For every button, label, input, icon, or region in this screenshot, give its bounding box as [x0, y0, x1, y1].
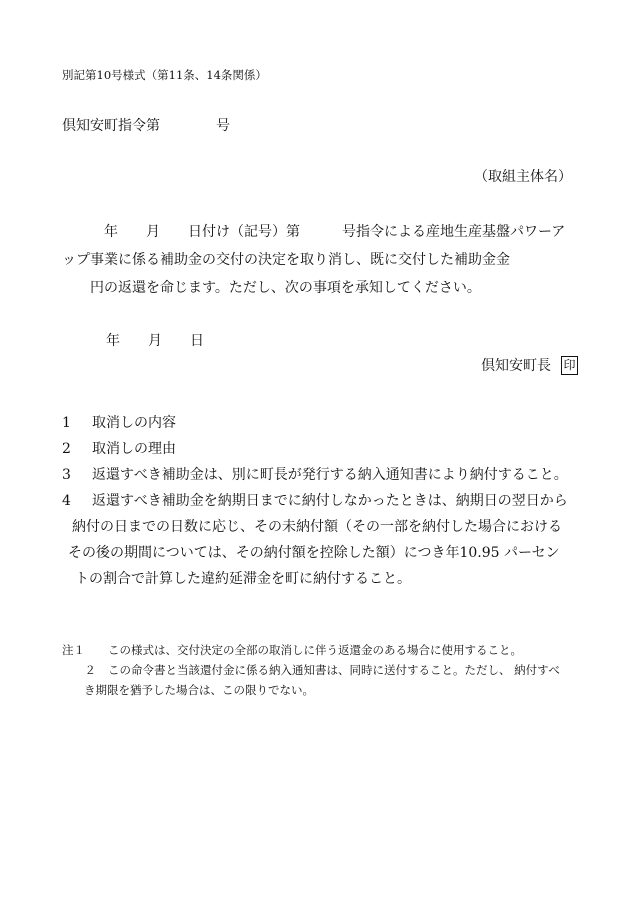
item-number: 1 — [62, 415, 71, 431]
note-text — [84, 660, 582, 700]
body-paragraph — [62, 218, 580, 302]
item-text — [68, 488, 582, 592]
note-number: 注１ — [62, 643, 85, 657]
list-item — [62, 462, 582, 488]
note-number: ２ — [84, 663, 96, 677]
items-list — [62, 410, 582, 592]
item-line: 返還すべき補助金を納期日までに納付しなかったときは、納期日の翌日から — [92, 493, 568, 509]
item-line: 納付の日までの日数に応じ、その未納付額（その一部を納付した場合における — [72, 519, 562, 535]
item-number: 2 — [62, 441, 71, 457]
body-line: 年 月 日付け（記号）第 号指令による産地生産基盤パワーア — [62, 224, 566, 240]
item-number: 3 — [62, 467, 71, 483]
order-number: 倶知安町指令第 号 — [62, 118, 230, 134]
entity-name: （取組主体名） — [474, 169, 572, 185]
item-line: 返還すべき補助金は、別に町長が発行する納入通知書により納付すること。 — [92, 467, 568, 483]
date-line: 年 月 日 — [106, 333, 204, 349]
item-number: 4 — [62, 493, 71, 509]
item-line: その後の期間については、その納付額を控除した額）につき年10.95 パーセン — [68, 545, 560, 561]
note-text — [108, 640, 582, 660]
note-line: き期限を猶予した場合は、この限りでない。 — [84, 683, 314, 697]
body-line: ップ事業に係る補助金の交付の決定を取り消し、既に交付した補助金金 — [62, 252, 510, 268]
mayor-signature — [481, 355, 578, 375]
note-line: この様式は、交付決定の全部の取消しに伴う返還金のある場合に使用すること。 — [108, 643, 522, 657]
notes-section — [62, 640, 582, 700]
note-item — [62, 660, 582, 700]
item-text — [92, 462, 582, 488]
body-line: 円の返還を命じます。ただし、次の事項を承知してください。 — [62, 280, 481, 296]
item-text — [92, 436, 582, 462]
item-line: 取消しの内容 — [92, 415, 176, 431]
item-text — [92, 410, 582, 436]
list-item — [62, 488, 582, 592]
note-item — [62, 640, 582, 660]
item-line: 取消しの理由 — [92, 441, 176, 457]
mayor-title: 倶知安町長 — [481, 358, 551, 374]
note-line: この命令書と当該還付金に係る納入通知書は、同時に送付すること。ただし、 納付すべ — [108, 663, 560, 677]
form-label: 別記第10号様式（第11条、14条関係） — [62, 68, 267, 82]
list-item — [62, 410, 582, 436]
seal-stamp: 印 — [561, 356, 578, 375]
list-item — [62, 436, 582, 462]
item-line: トの割合で計算した違約延滞金を町に納付すること。 — [75, 571, 411, 587]
